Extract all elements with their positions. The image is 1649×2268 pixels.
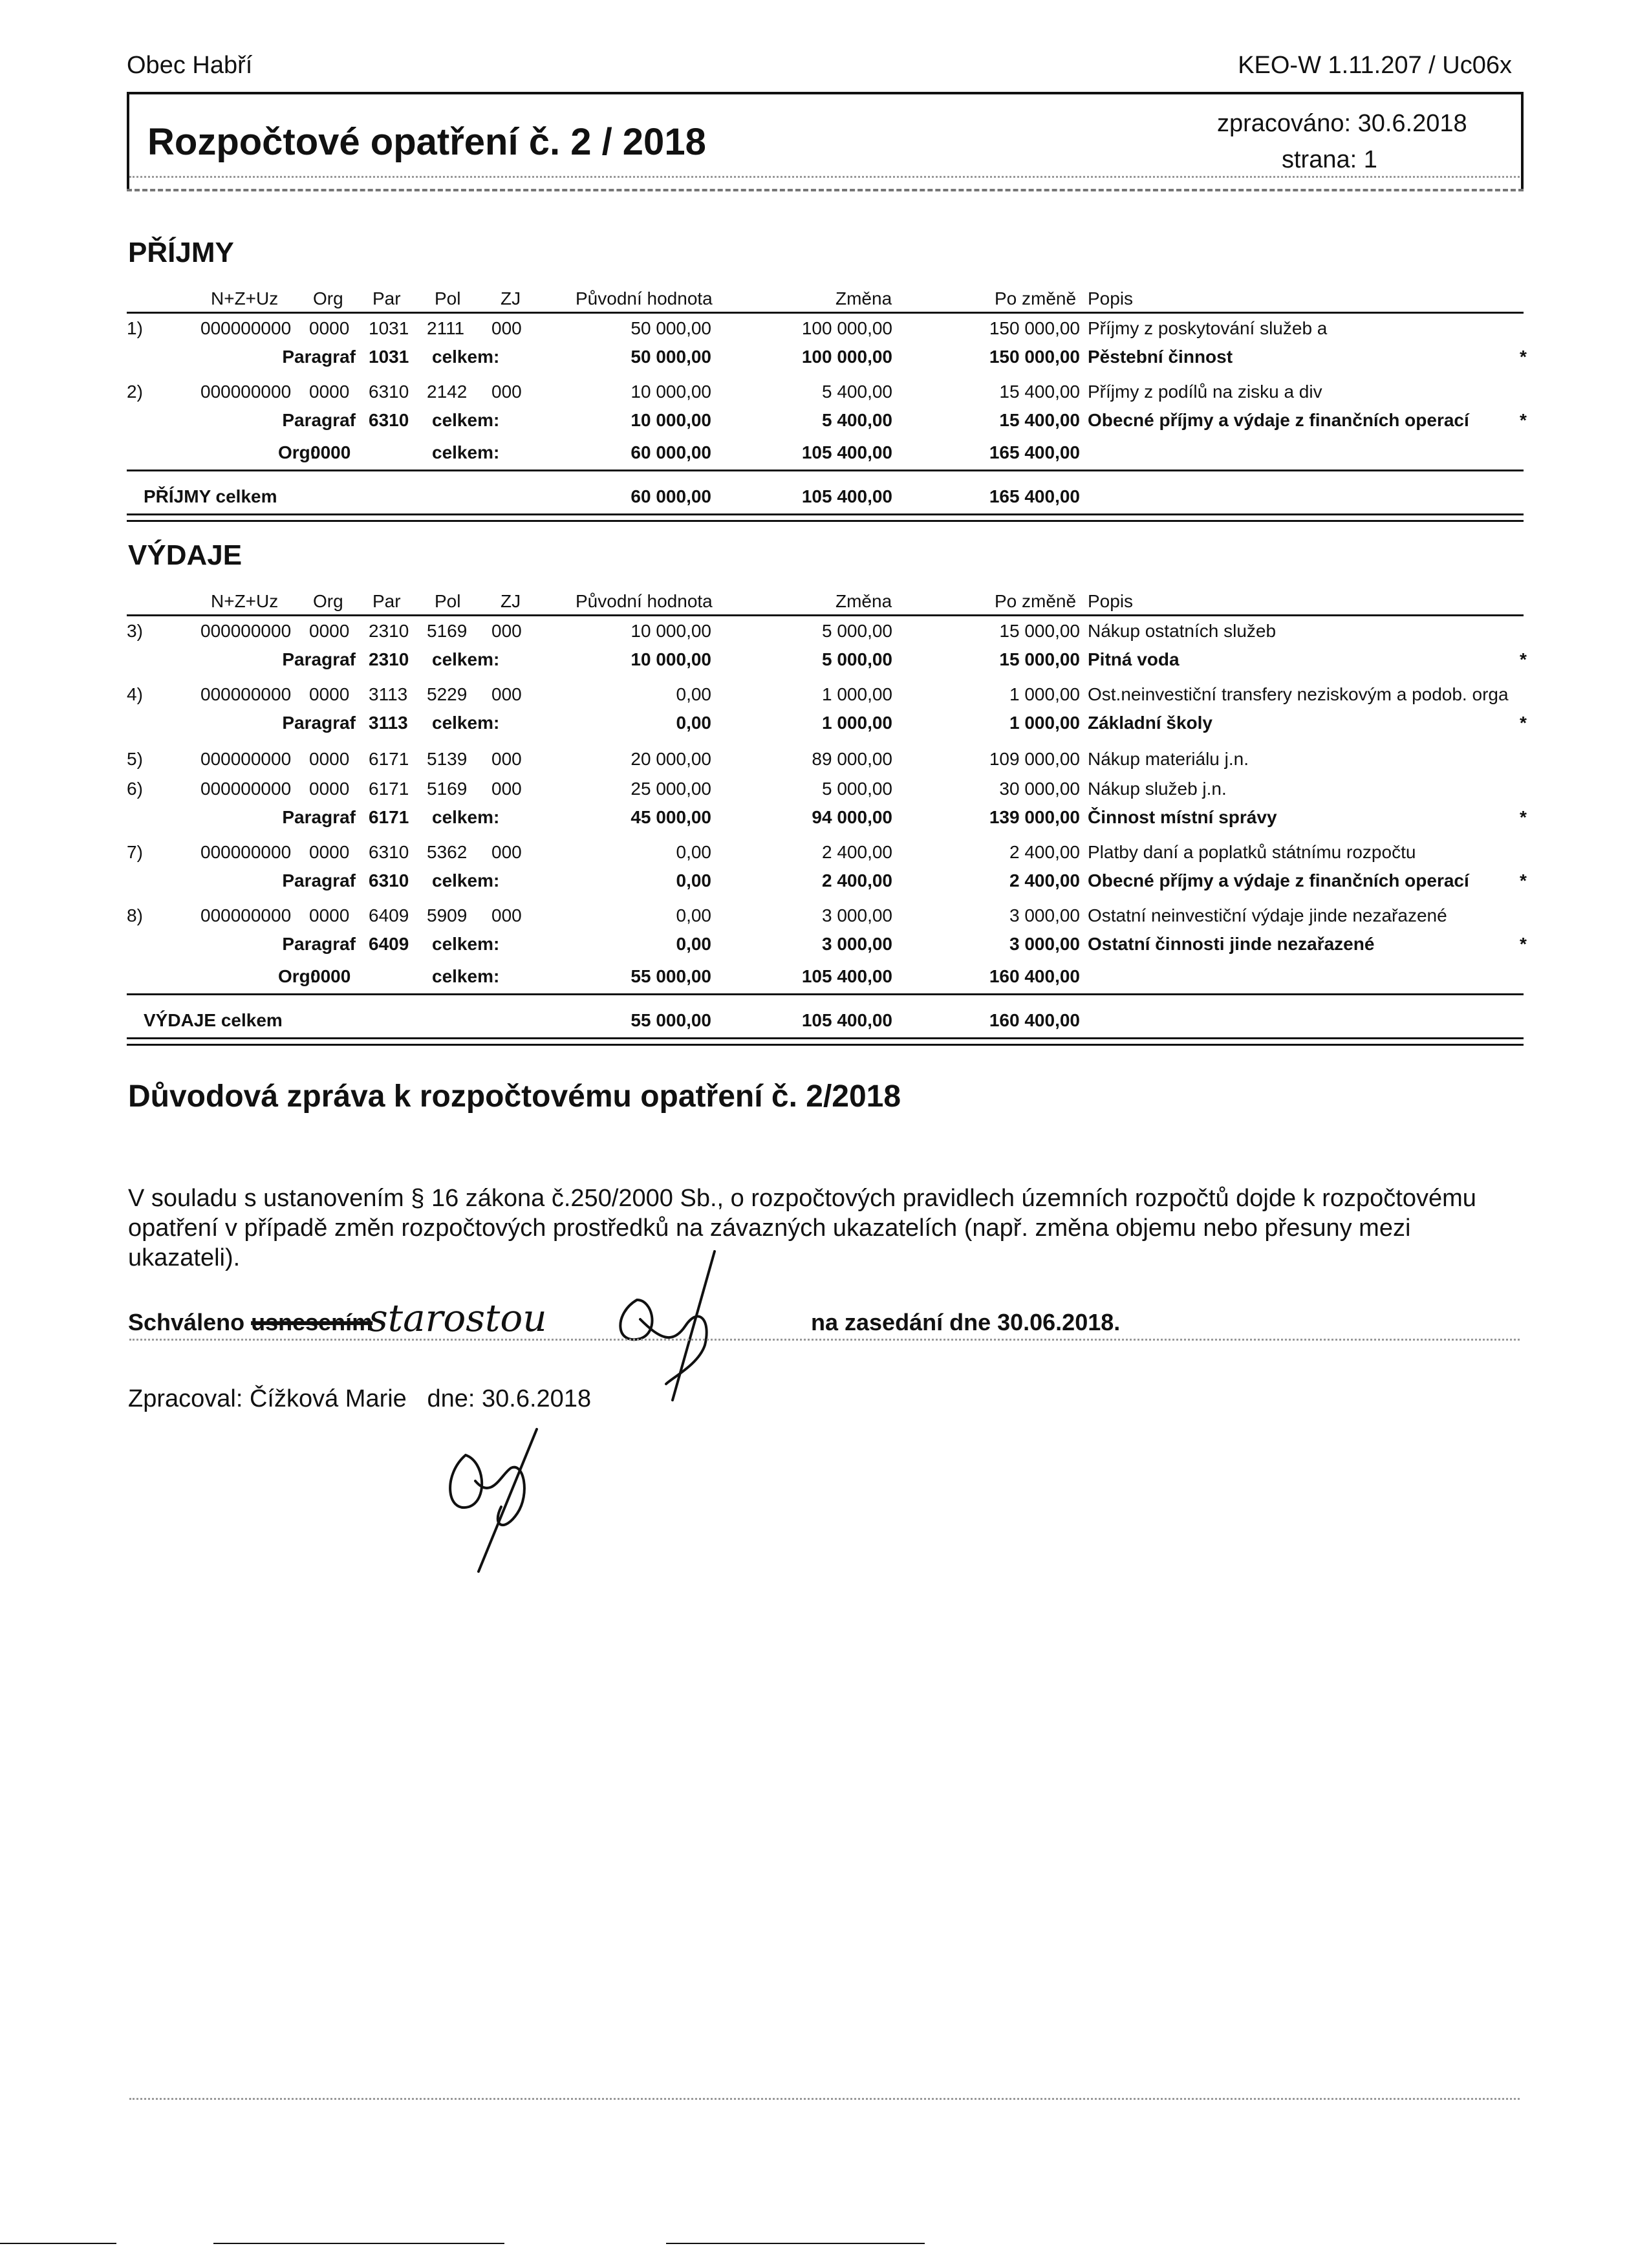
processed-date: 30.6.2018: [1357, 110, 1467, 137]
subtotal-puvodni: 0,00: [676, 713, 711, 733]
col-popis: Popis: [1088, 288, 1134, 308]
star-mark: *: [1520, 410, 1527, 430]
subtotal-po-zmene: 139 000,00: [989, 807, 1080, 827]
cell-popis: Ostatní neinvestiční výdaje jinde nezařazené: [1088, 905, 1447, 925]
org-total-puvodni: 60 000,00: [630, 442, 711, 462]
table-row: [0, 382, 1649, 405]
subtotal-popis: Pěstební činnost: [1088, 347, 1233, 367]
table-row: [0, 905, 1649, 929]
cell-par: 6409: [369, 905, 409, 925]
cell-po-zmene: 30 000,00: [999, 779, 1080, 799]
income-table-header: [0, 288, 1649, 308]
cell-puvodni: 10 000,00: [630, 382, 711, 402]
org-total-org: 0000: [310, 966, 351, 986]
subtotal-po-zmene: 2 400,00: [1009, 870, 1080, 891]
col-zj: ZJ: [501, 288, 521, 308]
cell-nzu: 000000000: [200, 749, 292, 769]
meeting-text: na zasedání dne 30.06.2018.: [811, 1309, 1121, 1335]
cell-zmena: 1 000,00: [822, 684, 892, 704]
subtotal-po-zmene: 150 000,00: [989, 347, 1080, 367]
double-rule-bottom: [127, 1044, 1524, 1046]
expenses-total-puvodni: 55 000,00: [630, 1010, 711, 1030]
expenses-heading: VÝDAJE: [128, 539, 242, 571]
cell-popis: Nákup materiálu j.n.: [1088, 749, 1249, 769]
expenses-total-zmena: 105 400,00: [801, 1010, 892, 1030]
expenses-total-po-zmene: 160 400,00: [989, 1010, 1080, 1030]
section-rule: [127, 470, 1524, 471]
subtotal-zmena: 1 000,00: [822, 713, 892, 733]
cell-puvodni: 0,00: [676, 842, 711, 862]
col-zmena: Změna: [835, 288, 892, 308]
title-box-bottom-border: [127, 189, 1524, 191]
cell-par: 6310: [369, 382, 409, 402]
col-par: Par: [372, 591, 401, 611]
cell-pol: 2142: [427, 382, 468, 402]
system-code: KEO-W 1.11.207 / Uc06x: [1238, 52, 1512, 79]
scan-dots: [129, 1339, 1520, 1341]
cell-zj: 000: [491, 684, 522, 704]
cell-po-zmene: 1 000,00: [1009, 684, 1080, 704]
scan-dots: [129, 2098, 1520, 2100]
cell-zmena: 5 000,00: [822, 779, 892, 799]
subtotal-popis: Obecné příjmy a výdaje z finančních operací: [1088, 410, 1469, 430]
cell-org: 0000: [309, 749, 350, 769]
expenses-table-header: [0, 591, 1649, 610]
col-pol: Pol: [435, 288, 461, 308]
expenses-total-label: VÝDAJE celkem: [144, 1010, 283, 1030]
col-po-zmene: Po změně: [995, 591, 1077, 611]
processed-label: zpracováno:: [1217, 110, 1352, 137]
org-total-row: [0, 966, 1649, 989]
star-mark: *: [1520, 649, 1527, 669]
cell-nzu: 000000000: [200, 621, 292, 641]
cell-zj: 000: [491, 382, 522, 402]
header-rule: [127, 614, 1524, 616]
row-number: 8): [127, 905, 143, 925]
subtotal-zmena: 100 000,00: [801, 347, 892, 367]
subtotal-row: [0, 934, 1649, 957]
cell-pol: 5362: [427, 842, 468, 862]
col-popis: Popis: [1088, 591, 1134, 611]
prepared-line: [128, 1385, 591, 1413]
cell-org: 0000: [309, 842, 350, 862]
handwritten-word: starostou: [369, 1296, 547, 1340]
cell-par: 6171: [369, 779, 409, 799]
subtotal-zmena: 3 000,00: [822, 934, 892, 954]
row-number: 3): [127, 621, 143, 641]
subtotal-celkem: celkem:: [432, 870, 500, 891]
bottom-edge-mark: [666, 2243, 925, 2244]
col-nzu: N+Z+Uz: [211, 288, 279, 308]
subtotal-puvodni: 0,00: [676, 934, 711, 954]
income-heading: PŘÍJMY: [128, 237, 234, 268]
star-mark: *: [1520, 713, 1527, 733]
subtotal-par: 6409: [369, 934, 409, 954]
subtotal-puvodni: 10 000,00: [630, 410, 711, 430]
table-row: [0, 684, 1649, 707]
table-row: [0, 749, 1649, 772]
star-mark: *: [1520, 870, 1527, 891]
subtotal-popis: Pitná voda: [1088, 649, 1180, 669]
subtotal-popis: Obecné příjmy a výdaje z finančních operací: [1088, 870, 1469, 891]
cell-par: 2310: [369, 621, 409, 641]
subtotal-popis: Činnost místní správy: [1088, 807, 1277, 827]
cell-puvodni: 10 000,00: [630, 621, 711, 641]
org-total-zmena: 105 400,00: [801, 966, 892, 986]
cell-popis: Nákup ostatních služeb: [1088, 621, 1277, 641]
subtotal-puvodni: 45 000,00: [630, 807, 711, 827]
subtotal-label: Paragraf: [282, 347, 356, 367]
cell-zj: 000: [491, 779, 522, 799]
org-total-puvodni: 55 000,00: [630, 966, 711, 986]
subtotal-label: Paragraf: [282, 410, 356, 430]
cell-zj: 000: [491, 318, 522, 338]
row-number: 4): [127, 684, 143, 704]
subtotal-puvodni: 0,00: [676, 870, 711, 891]
star-mark: *: [1520, 934, 1527, 954]
org-total-celkem: celkem:: [432, 442, 500, 462]
cell-zmena: 5 400,00: [822, 382, 892, 402]
page-label: strana:: [1282, 146, 1357, 173]
subtotal-celkem: celkem:: [432, 713, 500, 733]
income-total-po-zmene: 165 400,00: [989, 486, 1080, 506]
cell-puvodni: 25 000,00: [630, 779, 711, 799]
subtotal-puvodni: 10 000,00: [630, 649, 711, 669]
cell-zj: 000: [491, 749, 522, 769]
subtotal-label: Paragraf: [282, 870, 356, 891]
subtotal-puvodni: 50 000,00: [630, 347, 711, 367]
prepared-label: Zpracoval:: [128, 1385, 243, 1412]
prepared-signature: [440, 1416, 569, 1578]
subtotal-celkem: celkem:: [432, 410, 500, 430]
income-total-puvodni: 60 000,00: [630, 486, 711, 506]
header-rule: [127, 312, 1524, 314]
org-total-label: Org:: [278, 442, 317, 462]
cell-nzu: 000000000: [200, 842, 292, 862]
cell-zmena: 3 000,00: [822, 905, 892, 925]
subtotal-celkem: celkem:: [432, 347, 500, 367]
cell-po-zmene: 15 000,00: [999, 621, 1080, 641]
cell-zmena: 100 000,00: [801, 318, 892, 338]
subtotal-label: Paragraf: [282, 649, 356, 669]
cell-zmena: 2 400,00: [822, 842, 892, 862]
org-total-row: [0, 442, 1649, 466]
row-number: 7): [127, 842, 143, 862]
prepared-date-label: dne:: [427, 1385, 475, 1412]
row-number: 6): [127, 779, 143, 799]
table-row: [0, 621, 1649, 644]
cell-org: 0000: [309, 779, 350, 799]
col-zj: ZJ: [501, 591, 521, 611]
reason-title: Důvodová zpráva k rozpočtovému opatření č. 2/2018: [128, 1079, 901, 1114]
row-number: 2): [127, 382, 143, 402]
subtotal-zmena: 5 400,00: [822, 410, 892, 430]
org-total-org: 0000: [310, 442, 351, 462]
table-row: [0, 779, 1649, 802]
subtotal-zmena: 2 400,00: [822, 870, 892, 891]
cell-pol: 5909: [427, 905, 468, 925]
col-par: Par: [372, 288, 401, 308]
subtotal-row: [0, 410, 1649, 433]
cell-par: 6171: [369, 749, 409, 769]
cell-org: 0000: [309, 318, 350, 338]
col-puvodni: Původní hodnota: [576, 591, 713, 611]
cell-puvodni: 50 000,00: [630, 318, 711, 338]
approval-line: [128, 1309, 372, 1336]
subtotal-par: 2310: [369, 649, 409, 669]
cell-popis: Platby daní a poplatků státnímu rozpočtu: [1088, 842, 1416, 862]
income-total-zmena: 105 400,00: [801, 486, 892, 506]
cell-nzu: 000000000: [200, 318, 292, 338]
subtotal-row: [0, 870, 1649, 894]
subtotal-celkem: celkem:: [432, 649, 500, 669]
subtotal-zmena: 94 000,00: [812, 807, 892, 827]
subtotal-popis: Základní školy: [1088, 713, 1212, 733]
subtotal-row: [0, 649, 1649, 673]
bottom-edge-mark: [0, 2243, 116, 2244]
approval-signature: [601, 1248, 763, 1403]
income-total-label: PŘÍJMY celkem: [144, 486, 277, 506]
cell-par: 6310: [369, 842, 409, 862]
cell-par: 3113: [369, 684, 408, 704]
table-row: [0, 842, 1649, 865]
cell-zmena: 89 000,00: [812, 749, 892, 769]
cell-po-zmene: 3 000,00: [1009, 905, 1080, 925]
col-nzu: N+Z+Uz: [211, 591, 279, 611]
subtotal-po-zmene: 15 400,00: [999, 410, 1080, 430]
cell-org: 0000: [309, 684, 350, 704]
reason-text: V souladu s ustanovením § 16 zákona č.250/2000 Sb., o rozpočtových pravidlech územních rozpočtů dojde k rozpočtovému opatření v případě změn rozpočtových prostředků na závazných ukazatelích (např. změna objemu nebo přesuny mezi ukazateli).: [128, 1185, 1476, 1271]
col-po-zmene: Po změně: [995, 288, 1077, 308]
page-info: [1282, 146, 1377, 174]
prepared-date: 30.6.2018: [482, 1385, 592, 1412]
approval-label: Schváleno: [128, 1309, 245, 1335]
subtotal-celkem: celkem:: [432, 934, 500, 954]
cell-pol: 5139: [427, 749, 468, 769]
subtotal-par: 1031: [369, 347, 409, 367]
cell-puvodni: 20 000,00: [630, 749, 711, 769]
prepared-name: Čížková Marie: [249, 1385, 407, 1412]
subtotal-po-zmene: 3 000,00: [1009, 934, 1080, 954]
subtotal-label: Paragraf: [282, 807, 356, 827]
col-zmena: Změna: [835, 591, 892, 611]
cell-zj: 000: [491, 621, 522, 641]
subtotal-row: [0, 713, 1649, 736]
org-total-celkem: celkem:: [432, 966, 500, 986]
cell-popis: Příjmy z podílů na zisku a div: [1088, 382, 1322, 402]
star-mark: *: [1520, 807, 1527, 827]
subtotal-po-zmene: 15 000,00: [999, 649, 1080, 669]
cell-nzu: 000000000: [200, 684, 292, 704]
cell-popis: Ost.neinvestiční transfery neziskovým a podob. orga: [1088, 684, 1509, 704]
org-total-po-zmene: 160 400,00: [989, 966, 1080, 986]
subtotal-row: [0, 807, 1649, 830]
subtotal-popis: Ostatní činnosti jinde nezařazené: [1088, 934, 1375, 954]
cell-popis: Příjmy z poskytování služeb a: [1088, 318, 1328, 338]
subtotal-par: 3113: [369, 713, 408, 733]
subtotal-celkem: celkem:: [432, 807, 500, 827]
table-row: [0, 318, 1649, 341]
cell-zmena: 5 000,00: [822, 621, 892, 641]
expenses-total-row: [0, 1010, 1649, 1033]
cell-puvodni: 0,00: [676, 684, 711, 704]
col-puvodni: Původní hodnota: [576, 288, 713, 308]
bottom-edge-mark: [213, 2243, 504, 2244]
col-org: Org: [313, 288, 343, 308]
cell-po-zmene: 150 000,00: [989, 318, 1080, 338]
cell-po-zmene: 15 400,00: [999, 382, 1080, 402]
income-total-row: [0, 486, 1649, 510]
page-number: 1: [1363, 146, 1377, 173]
org-total-zmena: 105 400,00: [801, 442, 892, 462]
processed-info: [1217, 110, 1467, 138]
cell-popis: Nákup služeb j.n.: [1088, 779, 1227, 799]
cell-nzu: 000000000: [200, 905, 292, 925]
star-mark: *: [1520, 347, 1527, 367]
cell-org: 0000: [309, 621, 350, 641]
double-rule-top: [127, 1037, 1524, 1039]
subtotal-par: 6310: [369, 870, 409, 891]
cell-nzu: 000000000: [200, 382, 292, 402]
document-title: Rozpočtové opatření č. 2 / 2018: [147, 121, 706, 163]
cell-po-zmene: 2 400,00: [1009, 842, 1080, 862]
cell-pol: 5169: [427, 779, 468, 799]
cell-zj: 000: [491, 905, 522, 925]
cell-org: 0000: [309, 905, 350, 925]
cell-nzu: 000000000: [200, 779, 292, 799]
handwritten-starostou: [362, 1293, 582, 1345]
subtotal-par: 6171: [369, 807, 409, 827]
section-rule: [127, 993, 1524, 995]
double-rule-top: [127, 513, 1524, 515]
subtotal-zmena: 5 000,00: [822, 649, 892, 669]
subtotal-par: 6310: [369, 410, 409, 430]
col-pol: Pol: [435, 591, 461, 611]
subtotal-row: [0, 347, 1649, 370]
subtotal-label: Paragraf: [282, 713, 356, 733]
cell-pol: 5169: [427, 621, 468, 641]
row-number: 1): [127, 318, 143, 338]
double-rule-bottom: [127, 520, 1524, 522]
cell-zj: 000: [491, 842, 522, 862]
cell-puvodni: 0,00: [676, 905, 711, 925]
scan-dots: [129, 176, 1520, 178]
cell-pol: 2111: [427, 318, 465, 338]
org-total-label: Org:: [278, 966, 317, 986]
struck-word: usnesením: [251, 1309, 373, 1335]
cell-po-zmene: 109 000,00: [989, 749, 1080, 769]
subtotal-label: Paragraf: [282, 934, 356, 954]
cell-pol: 5229: [427, 684, 468, 704]
subtotal-po-zmene: 1 000,00: [1009, 713, 1080, 733]
col-org: Org: [313, 591, 343, 611]
row-number: 5): [127, 749, 143, 769]
cell-org: 0000: [309, 382, 350, 402]
cell-par: 1031: [369, 318, 409, 338]
municipality-name: Obec Habří: [127, 52, 253, 79]
org-total-po-zmene: 165 400,00: [989, 442, 1080, 462]
